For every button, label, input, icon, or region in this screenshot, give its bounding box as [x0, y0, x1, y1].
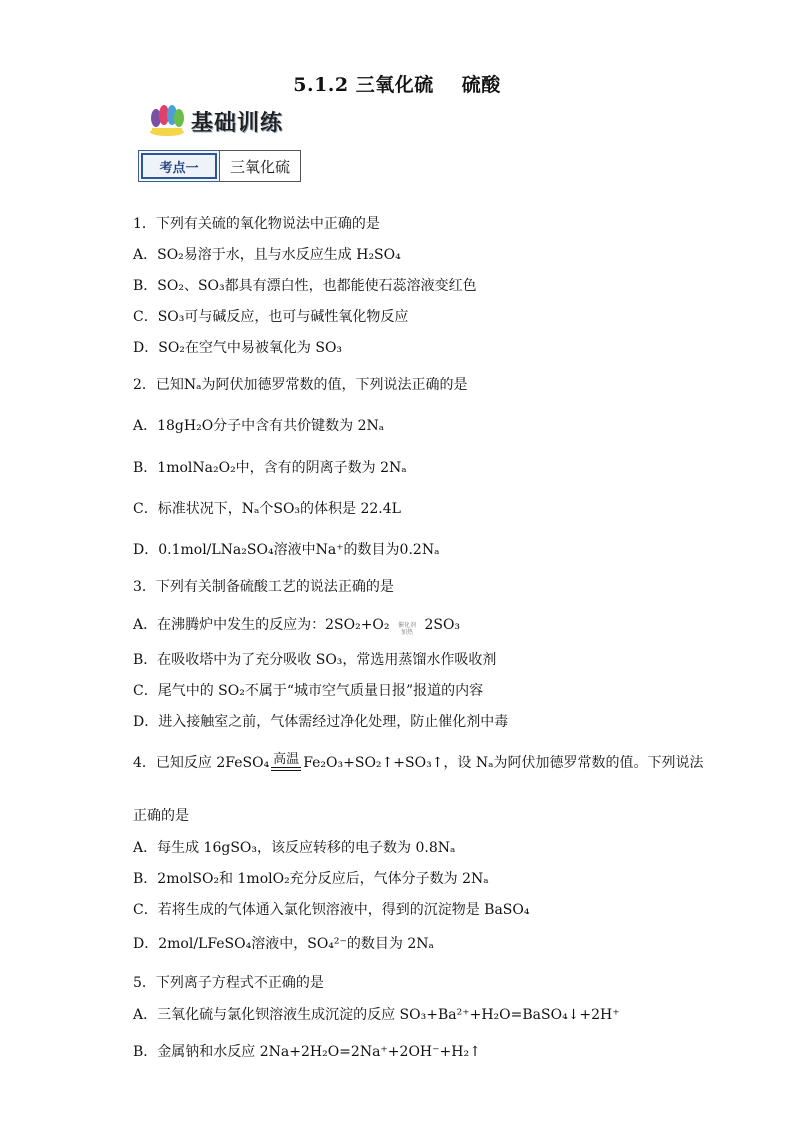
q3-a-suffix: 2SO₃ [424, 617, 461, 633]
q2-option-d: D．0.1mol/LNa₂SO₄溶液中Na⁺的数目为0.2Nₐ [133, 542, 440, 558]
banner-text: 基础训练 [191, 109, 284, 136]
q4-stem-suffix: Fe₂O₃+SO₂↑+SO₃↑，设 Nₐ为阿伏加德罗常数的值。下列说法 [303, 755, 704, 771]
q1-stem: 1．下列有关硫的氧化物说法中正确的是 [133, 216, 380, 232]
q4-option-d: D．2mol/LFeSO₄溶液中，SO₄²⁻的数目为 2Nₐ [133, 936, 434, 952]
q5-stem: 5．下列离子方程式不正确的是 [133, 975, 324, 991]
q2-option-c: C．标准状况下，Nₐ个SO₃的体积是 22.4L [133, 501, 401, 517]
q4-option-b: B．2molSO₂和 1molO₂充分反应后，气体分子数为 2Nₐ [133, 871, 489, 887]
q2-option-a: A．18gH₂O分子中含有共价键数为 2Nₐ [133, 418, 385, 434]
page-title [0, 70, 794, 97]
colored-pencils-icon [147, 104, 187, 138]
q5-option-a: A．三氧化硫与氯化钡溶液生成沉淀的反应 SO₃+Ba²⁺+H₂O=BaSO₄↓+2H⁺ [133, 1007, 620, 1023]
q5-option-b: B．金属钠和水反应 2Na+2H₂O=2Na⁺+2OH⁻+H₂↑ [133, 1044, 481, 1060]
q4-stem [133, 752, 704, 772]
q4-cond: 高温 [273, 752, 300, 767]
q3-a-cond-bottom: 加热 [400, 629, 413, 636]
q1-option-c: C．SO₃可与碱反应，也可与碱性氧化物反应 [133, 309, 409, 325]
section-tag-box [138, 150, 220, 182]
title-left: 5.1.2 三氧化硫 [293, 74, 434, 96]
q2-stem: 2．已知Nₐ为阿伏加德罗常数的值，下列说法正确的是 [133, 377, 468, 393]
q4-option-a: A．每生成 16gSO₃，该反应转移的电子数为 0.8Nₐ [133, 840, 456, 856]
q4-stem-prefix: 4．已知反应 2FeSO₄ [133, 755, 270, 771]
q3-a-cond-top: 催化剂 [397, 622, 416, 629]
q1-option-d: D．SO₂在空气中易被氧化为 SO₃ [133, 340, 343, 356]
q1-option-a: A．SO₂易溶于水，且与水反应生成 H₂SO₄ [133, 247, 401, 263]
q1-option-b: B．SO₂、SO₃都具有漂白性，也都能使石蕊溶液变红色 [133, 278, 477, 294]
q4-stem-cont: 正确的是 [133, 808, 189, 824]
q2-option-b: B．1molNa₂O₂中，含有的阴离子数为 2Nₐ [133, 460, 407, 476]
reaction-condition [398, 622, 416, 636]
q3-a-prefix: A．在沸腾炉中发生的反应为：2SO₂+O₂ [133, 617, 390, 633]
section-banner [147, 104, 283, 138]
q4-option-c: C．若将生成的气体通入氯化钡溶液中，得到的沉淀物是 BaSO₄ [133, 902, 530, 918]
section-title: 三氧化硫 [220, 150, 301, 182]
q3-option-c: C．尾气中的 SO₂不属于“城市空气质量日报”报道的内容 [133, 683, 484, 699]
section-header [138, 150, 301, 184]
q3-stem: 3．下列有关制备硫酸工艺的说法正确的是 [133, 579, 394, 595]
q3-option-b: B．在吸收塔中为了充分吸收 SO₃，常选用蒸馏水作吸收剂 [133, 652, 497, 668]
section-tag: 考点一 [141, 153, 217, 179]
q3-option-d: D．进入接触室之前，气体需经过净化处理，防止催化剂中毒 [133, 714, 509, 730]
equals-bar [271, 767, 301, 771]
q3-option-a [133, 614, 460, 636]
title-right: 硫酸 [461, 74, 501, 96]
reaction-condition [271, 753, 301, 771]
